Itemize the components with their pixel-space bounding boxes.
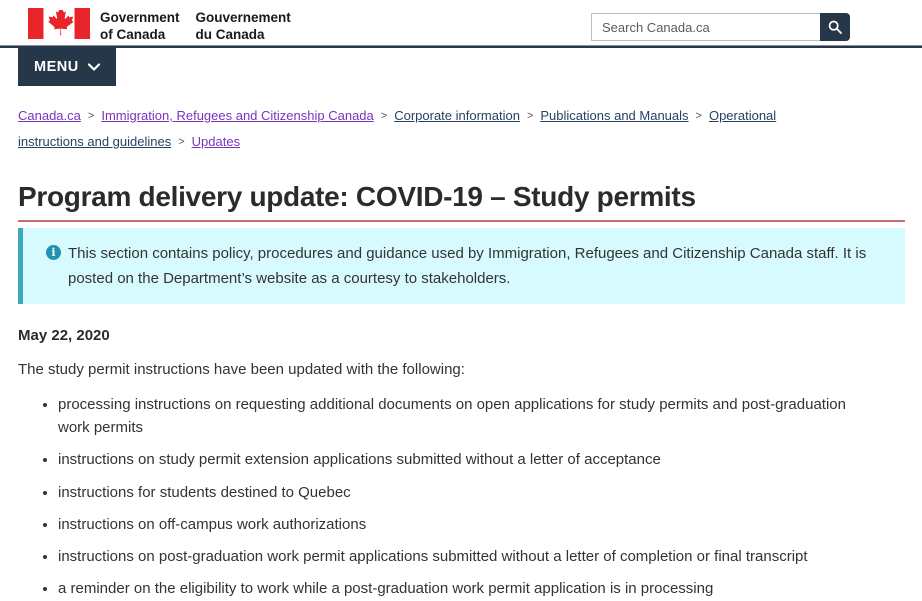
info-icon: i: [46, 245, 61, 260]
search-icon: [827, 19, 843, 35]
chevron-down-icon: [88, 63, 100, 71]
updates-list: [18, 393, 878, 601]
site-header: [0, 0, 922, 45]
breadcrumb-separator: >: [380, 110, 388, 122]
breadcrumb-link-canada-ca[interactable]: Canada.ca: [18, 108, 81, 123]
wordmark-en-line1: Government: [100, 10, 180, 25]
date-heading: May 22, 2020: [18, 326, 110, 344]
canada-flag-icon: [28, 8, 90, 39]
search-button[interactable]: [820, 13, 850, 41]
list-item: • instructions on off-campus work authorizations: [58, 513, 878, 536]
list-item: • instructions for students destined to Quebec: [58, 481, 878, 504]
breadcrumb-link-publications-manuals[interactable]: Publications and Manuals: [540, 108, 689, 123]
breadcrumb-separator: >: [526, 110, 534, 122]
wordmark-fr-line2: du Canada: [195, 26, 265, 42]
breadcrumb-separator: >: [87, 110, 95, 122]
page-title: Program delivery update: COVID-19 – Study permits: [18, 181, 696, 212]
list-item: • instructions on post-graduation work permit applications submitted without a letter of completion or final transcript: [58, 545, 878, 568]
menu-bar: [0, 48, 922, 89]
intro-paragraph: The study permit instructions have been updated with the following:: [18, 360, 465, 378]
wordmark-text: [100, 8, 291, 44]
menu-button-label: MENU: [34, 59, 79, 75]
breadcrumb-link-updates[interactable]: Updates: [191, 134, 241, 149]
breadcrumb: [18, 103, 778, 155]
wordmark-english: [100, 10, 180, 44]
wordmark-en-line2: of Canada: [100, 26, 166, 42]
wordmark-french: [196, 10, 291, 44]
breadcrumb-separator: >: [695, 110, 702, 122]
breadcrumb-link-operational-instructions[interactable]: Operational instructions and guidelines: [18, 108, 777, 149]
list-item: • processing instructions on requesting additional documents on open applications for study permits and post-graduation work permits: [58, 393, 878, 440]
list-item: • a reminder on the eligibility to work while a post-graduation work permit application is in processing: [58, 577, 878, 600]
list-item: • instructions on study permit extension applications submitted without a letter of acceptance: [58, 448, 878, 471]
search-input[interactable]: [591, 13, 820, 41]
info-alert-box: [18, 228, 905, 304]
breadcrumb-link-ircc[interactable]: Immigration, Refugees and Citizenship Canada: [101, 108, 374, 123]
info-alert-text: This section contains policy, procedures and guidance used by Immigration, Refugees and Citizenship Canada staff. It is posted on the Department’s website as a courtesy to stakeholders.: [68, 244, 867, 287]
title-red-rule: [18, 220, 905, 222]
breadcrumb-separator: >: [178, 136, 185, 148]
main-content: [0, 103, 922, 601]
government-of-canada-signature[interactable]: [28, 8, 291, 44]
site-search: [591, 13, 850, 41]
wordmark-fr-line1: Gouvernement: [195, 10, 291, 25]
menu-button[interactable]: [18, 48, 116, 86]
breadcrumb-link-corporate-information[interactable]: Corporate information: [394, 108, 520, 123]
